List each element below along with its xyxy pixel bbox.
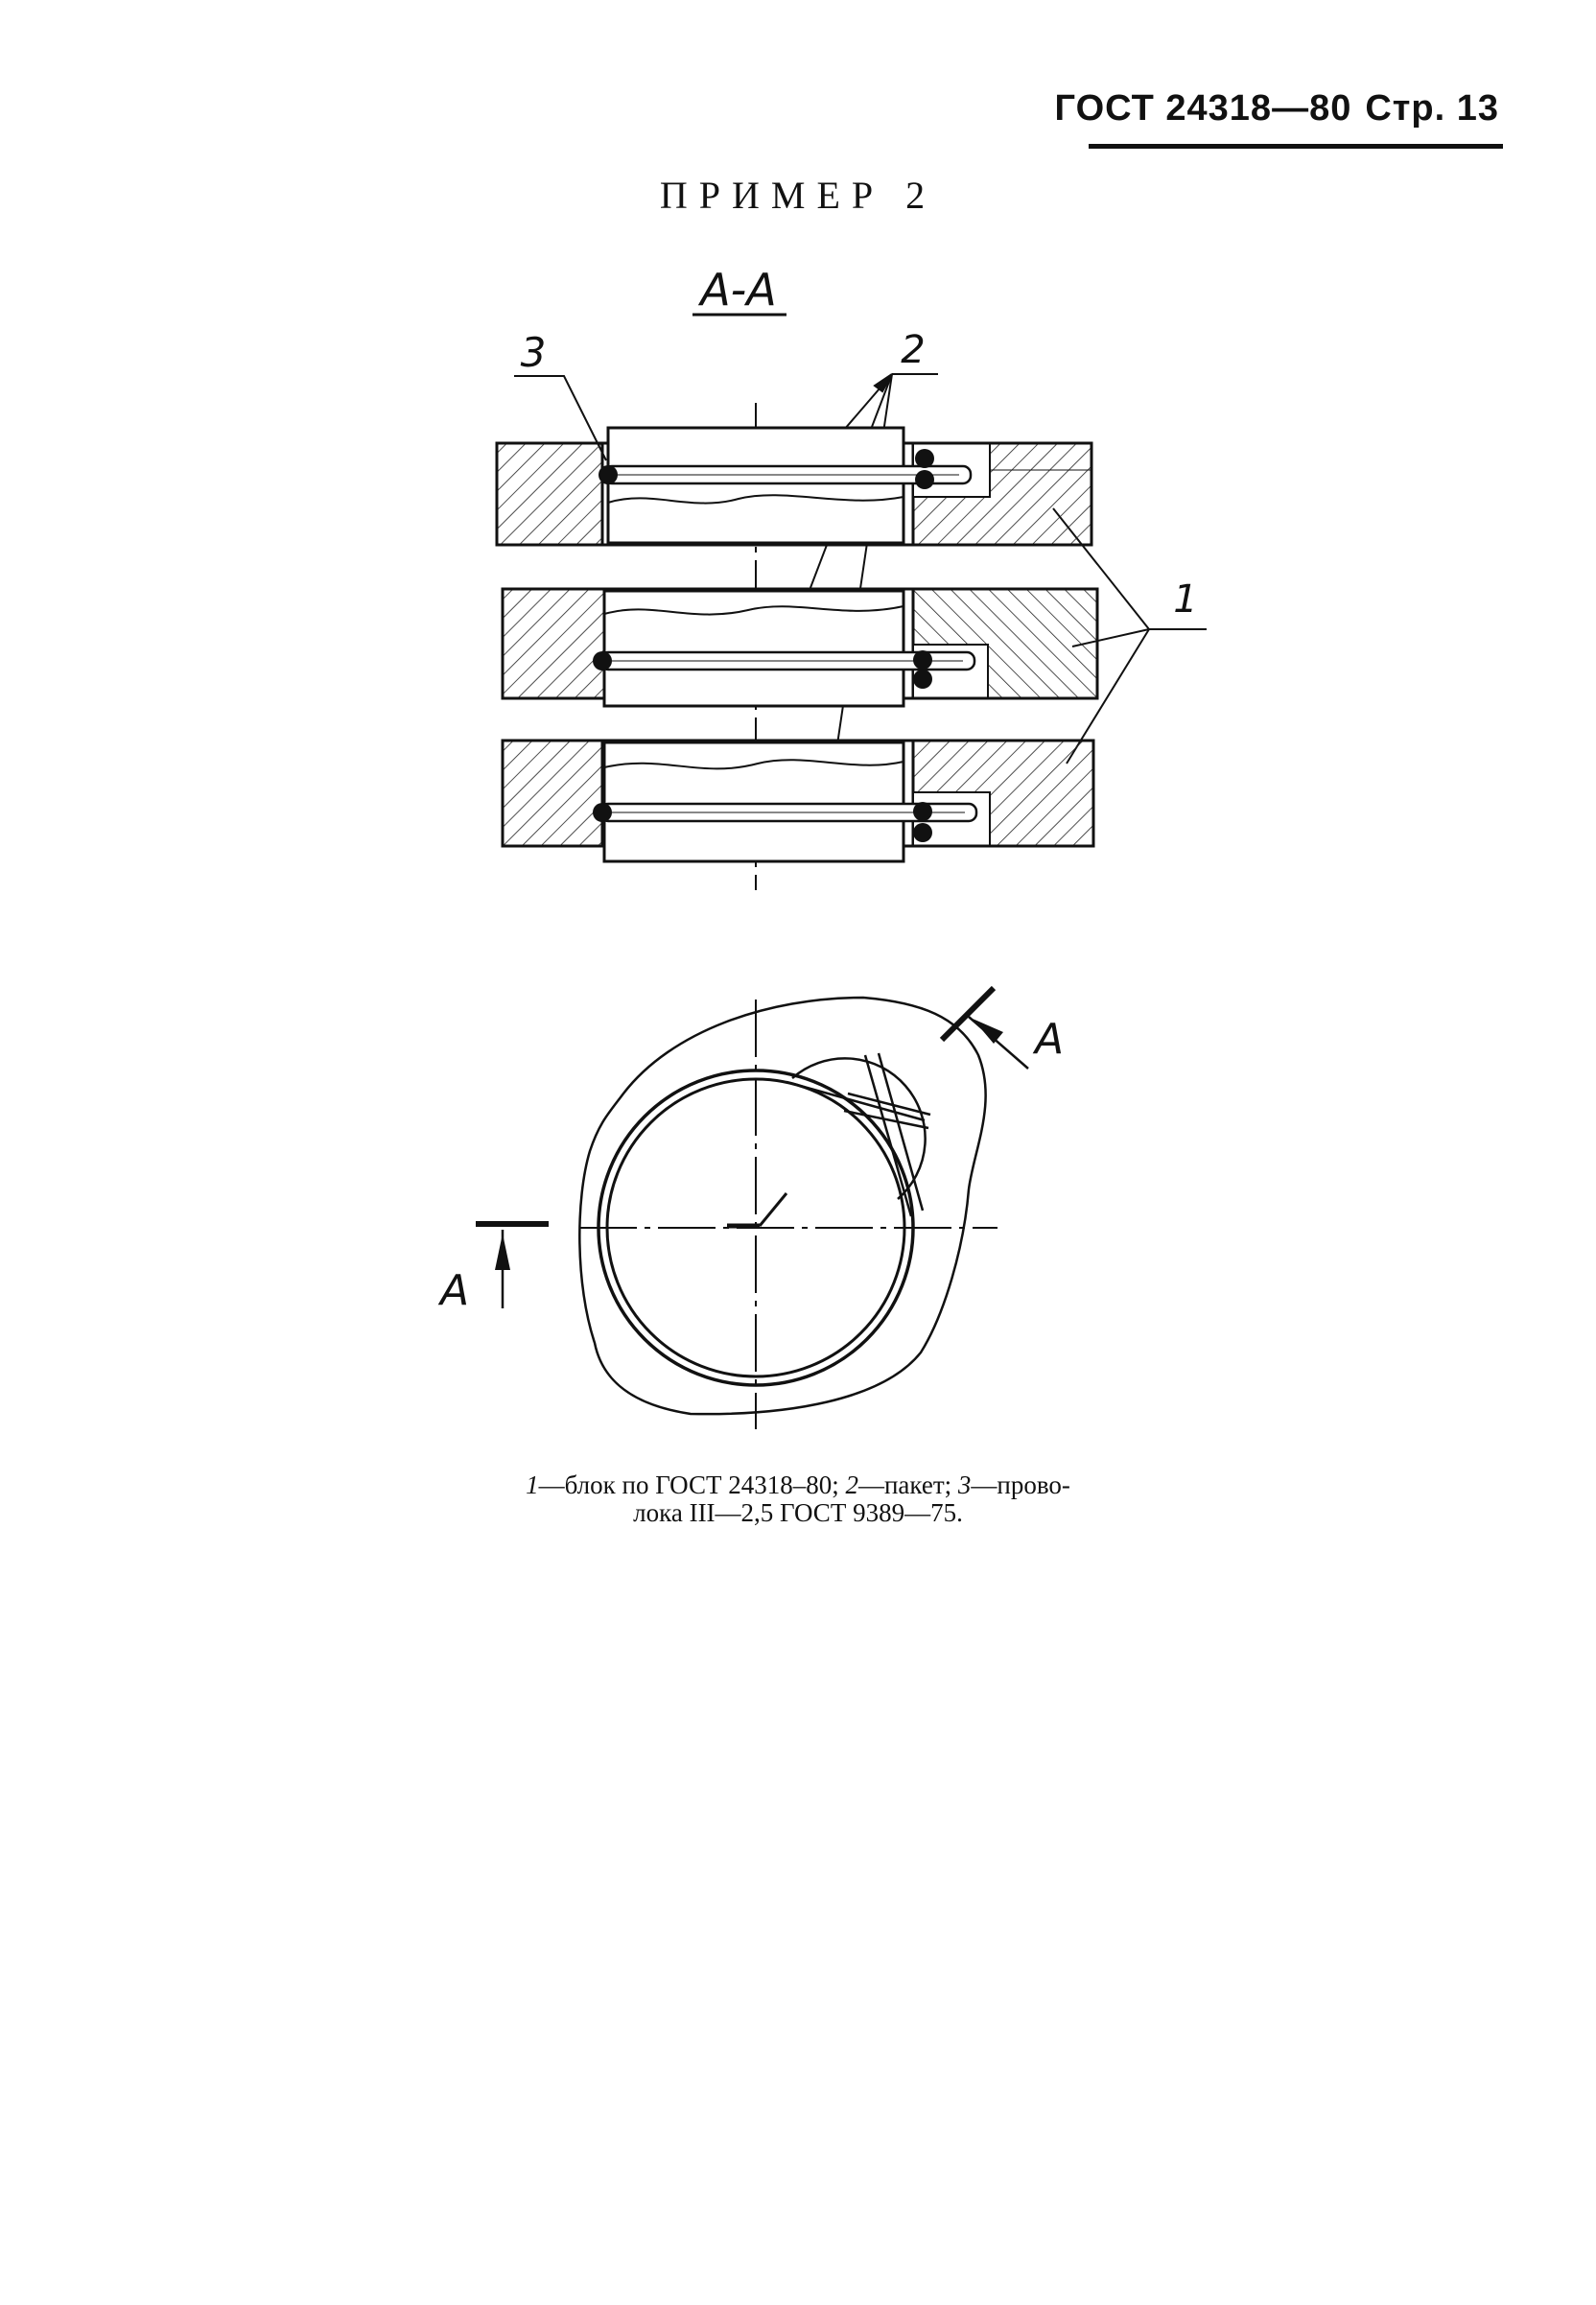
- standard-number: ГОСТ 24318—80: [1054, 88, 1352, 129]
- page-number: Стр. 13: [1365, 88, 1499, 129]
- callout-2: 2: [901, 328, 926, 372]
- block-section-3: [503, 741, 1093, 861]
- block-outline: [579, 998, 985, 1414]
- block-section-1: [497, 428, 1091, 545]
- caption-line-1: 1—блок по ГОСТ 24318–80; 2—пакет; 3—прово-: [526, 1470, 1070, 1499]
- section-label: А-А: [700, 264, 777, 316]
- cut-marker-right: [942, 988, 1028, 1069]
- plan-view: [579, 998, 998, 1429]
- figure-caption: [0, 1471, 1596, 1527]
- block-section-2: [503, 589, 1097, 706]
- cut-marker-left: [476, 1224, 549, 1308]
- cut-label-left: А: [439, 1266, 470, 1315]
- caption-line-2: лока III—2,5 ГОСТ 9389—75.: [633, 1498, 963, 1527]
- callout-1: 1: [1173, 577, 1198, 622]
- cut-label-right: А: [1034, 1015, 1065, 1064]
- example-title: ПРИМЕР 2: [659, 174, 937, 217]
- callout-3: 3: [520, 329, 547, 376]
